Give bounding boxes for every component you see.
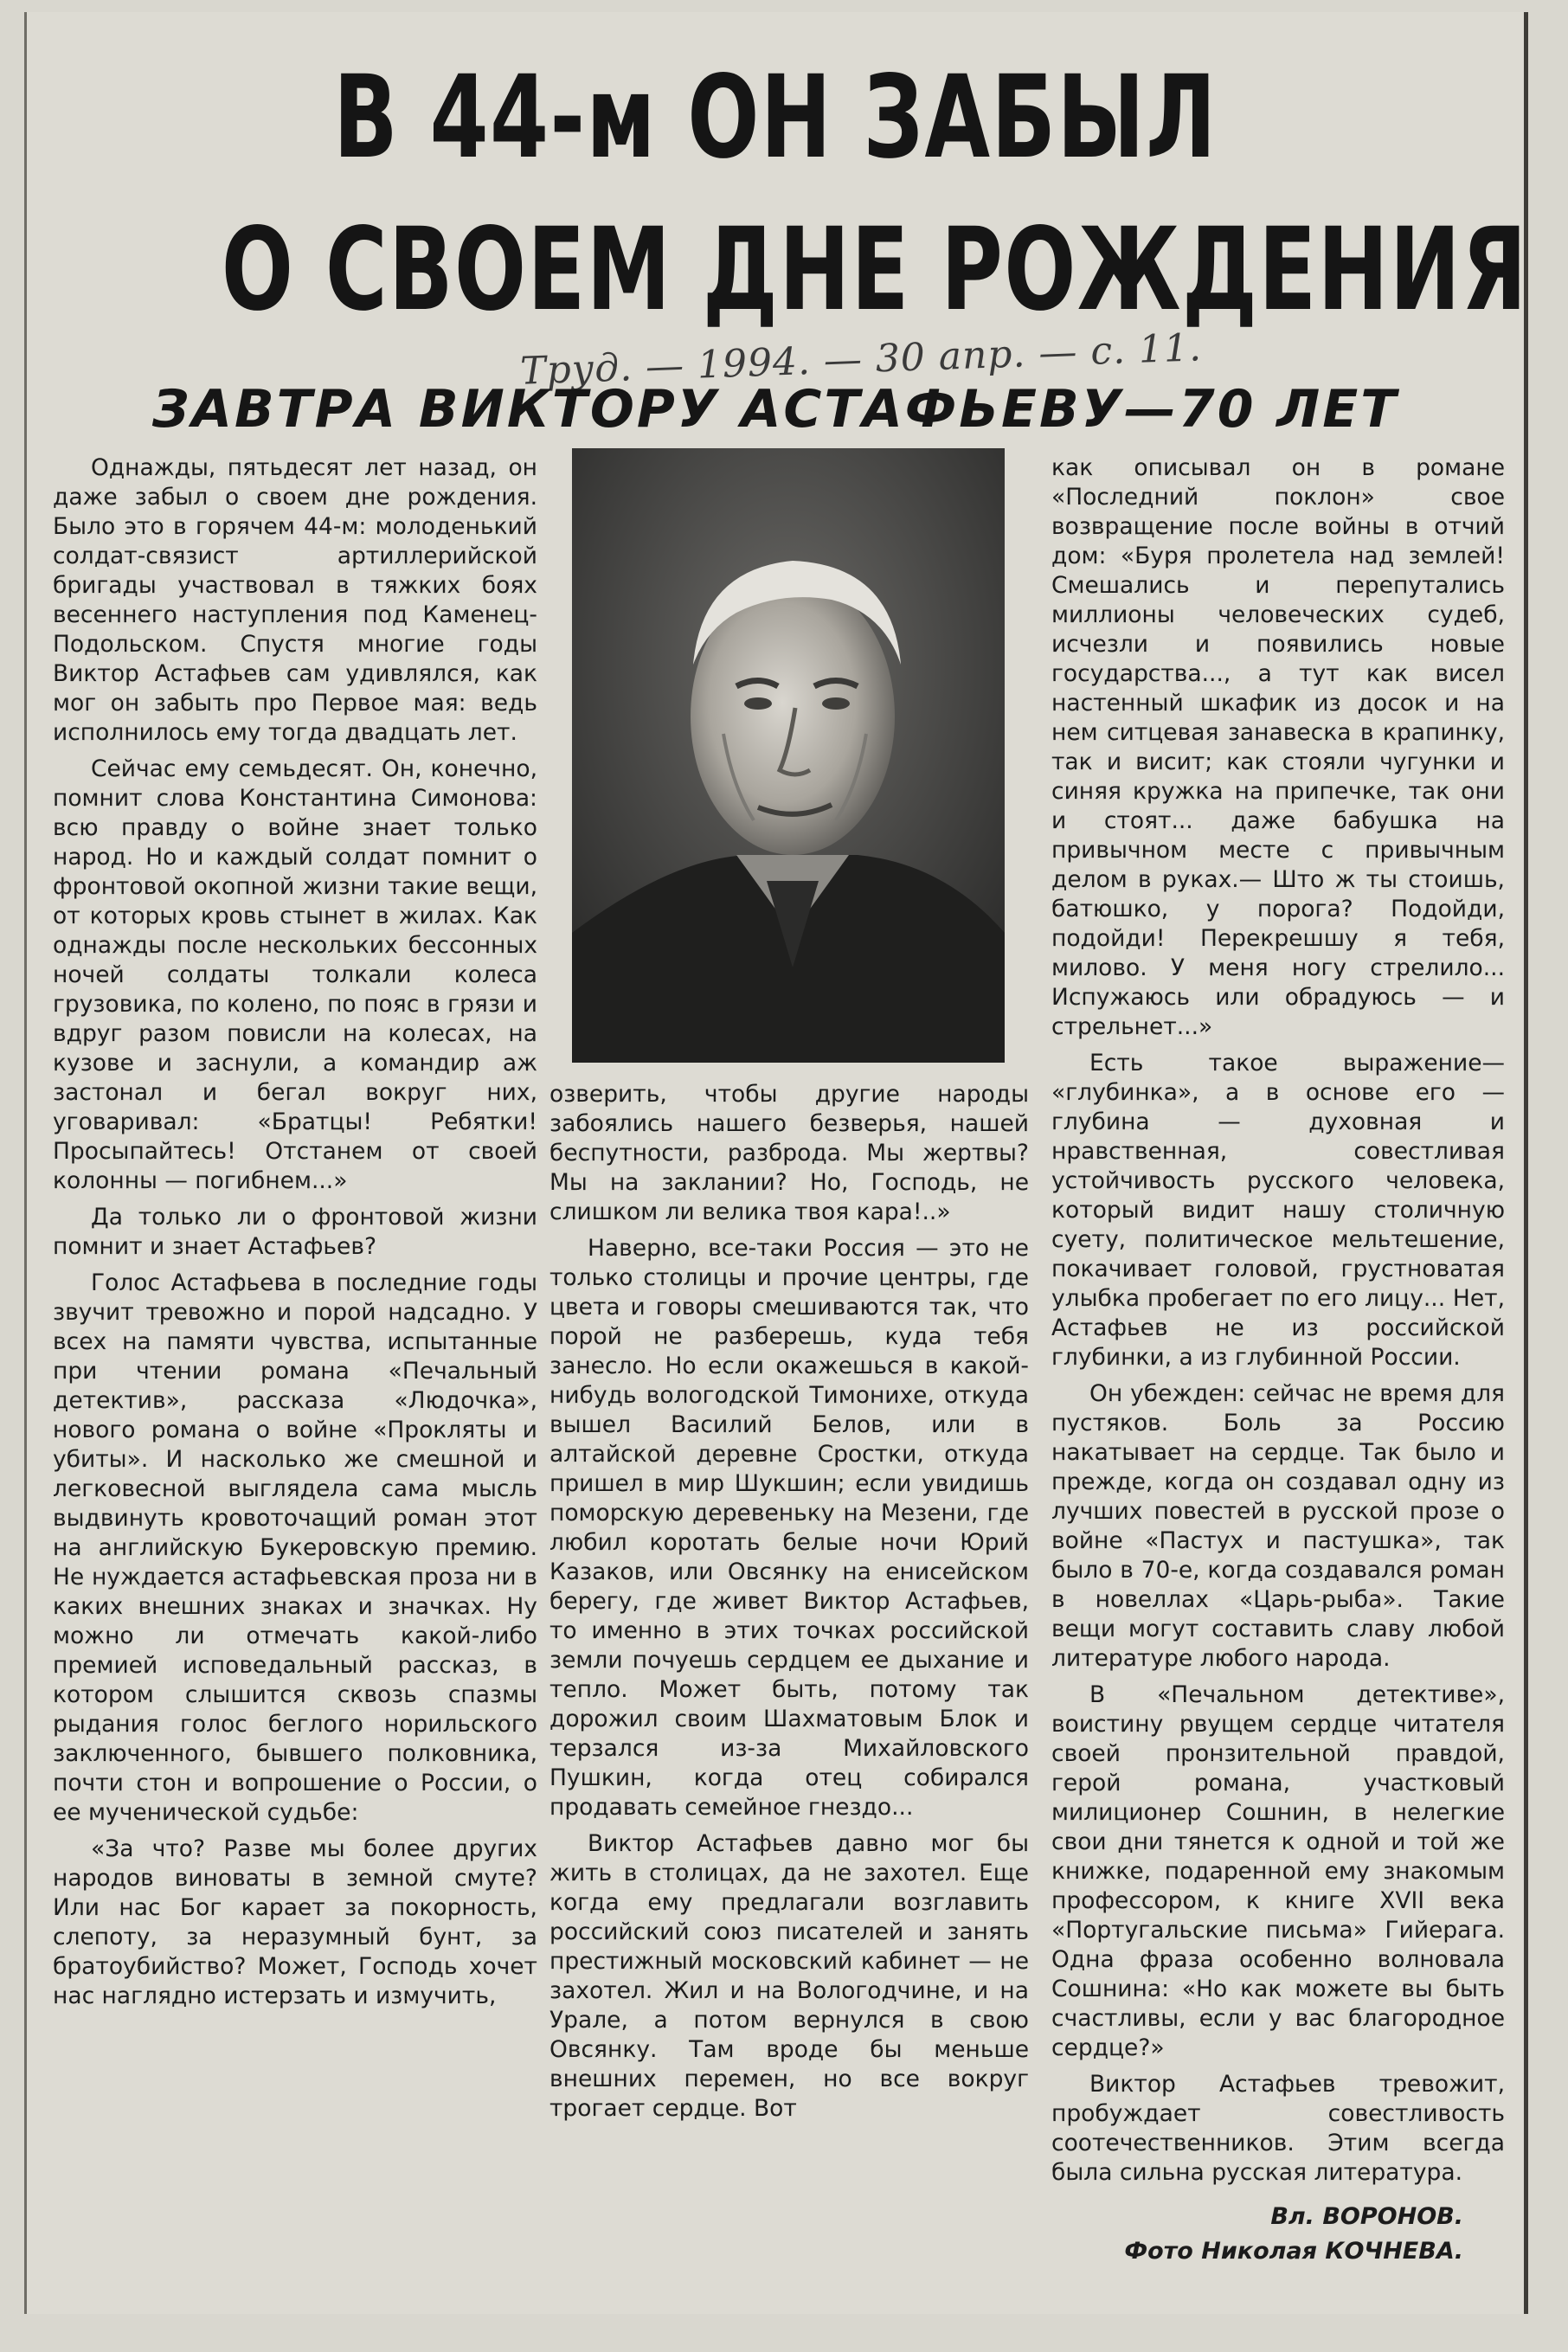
headline-line-2: О СВОЕМ ДНЕ РОЖДЕНИЯ [221, 203, 1528, 337]
column1-paragraph-4: Голос Астафьева в последние годы звучит тревожно и порой надсадно. У всех на памяти чувства, испытанные при чтении романа «Печальный детектив», рассказа «Людочка», нового романа о войне «Прокляты и убиты». И насколько же смешной и легковесной выглядела сама мысль выдвинуть кровоточащий роман этот на английскую Букеровскую премию. Не нуждается астафьевская проза ни в каких внешних знаках и значках. Ну можно ли отмечать какой-либо премией исповедальный рассказ, в котором слышится сквозь спазмы рыдания голос беглого норильского заключенного, бывшего полковника, почти стон и вопрошение о России, о ее мученической судьбе: [53, 1269, 537, 1826]
column3-paragraph-5: Виктор Астафьев тревожит, пробуждает совестливость соотечественников. Этим всегда была сильна русская литература. [1051, 2071, 1505, 2186]
column2-paragraph-3: Виктор Астафьев давно мог бы жить в столицах, да не захотел. Еще когда ему предлагали возглавить российский союз писателей и занять престижный московский кабинет — не захотел. Жил и на Вологодчине, и на Урале, а потом вернулся в свою Овсянку. Там вроде бы меньше внешних перемен, но все вокруг трогает сердце. Вот [549, 1830, 1029, 2122]
column1-paragraph-1: Однажды, пятьдесят лет назад, он даже забыл о своем дне рождения. Было это в горячем 44-м: молоденький солдат-связист артиллерийской бригады участвовал в тяжких боях весеннего наступления под Каменец-Подольском. Спустя многие годы Виктор Астафьев сам удивлялся, как мог он забыть про Первое мая: ведь исполнилось ему тогда двадцать лет. [53, 454, 537, 746]
column2-paragraph-1: озверить, чтобы другие народы забоялись нашего безверья, нашей беспутности, разброда. Мы жертвы? Мы на заклании? Но, Господь, не слишком ли велика твоя кара!..» [549, 1081, 1029, 1225]
column3-paragraph-4: В «Печальном детективе», воистину рвущем сердце читателя своей пронзительной правдой, герой романа, участковый милиционер Сошнин, в нелегкие свои дни тянется к одной и той же книжке, подаренной ему знакомым профессором, к книге XVII века «Португальские письма» Гийерага. Одна фраза особенно волновала Сошнина: «Но как можете вы быть счастливы, если у вас благородное сердце?» [1051, 1681, 1505, 2061]
author-byline: Вл. ВОРОНОВ. [1270, 2203, 1463, 2230]
article-column-3 [1051, 453, 1505, 2195]
portrait-illustration [572, 448, 1005, 1063]
subtitle: ЗАВТРА ВИКТОРУ АСТАФЬЕВУ—70 ЛЕТ [151, 379, 1399, 440]
portrait-photo [572, 448, 1005, 1063]
photo-credit: Фото Николая КОЧНЕВА. [1124, 2238, 1463, 2265]
column1-paragraph-5: «За что? Разве мы более других народов виноваты в земной смуте? Или нас Бог карает за покорность, слепоту, за неразумный бунт, за братоубийство? Может, Господь хочет нас наглядно истерзать и измучить, [53, 1835, 537, 2009]
column3-paragraph-1: как описывал он в романе «Последний поклон» свое возвращение после войны в отчий дом: «Буря пролетела над землей! Смешались и перепутались миллионы человеческих судеб, исчезли и появились новые государства..., а тут как висел настенный шкафик из досок и на нем ситцевая занавеска в крапинку, так и висит; как стояли чугунки и синяя кружка на припечке, так они и стоят... даже бабушка на привычном месте с привычным делом в руках.— Што ж ты стоишь, батюшко, у порога? Подойди, подойди! Перекрешшу я тебя, милово. У меня ногу стрелило... Испужаюсь или обрадуюсь — и стрельнет...» [1051, 454, 1505, 1040]
column1-paragraph-2: Сейчас ему семьдесят. Он, конечно, помнит слова Константина Симонова: всю правду о войне знает только народ. Но и каждый солдат помнит о фронтовой окопной жизни такие вещи, от которых кровь стынет в жилах. Как однажды после нескольких бессонных ночей солдаты толкали колеса грузовика, по колено, по пояс в грязи и вдруг разом повисли на колесах, на кузове и заснули, а командир аж застонал и бегал вокруг них, уговаривал: «Братцы! Ребятки! Просыпайтесь! Отстанем от своей колонны — погибнем...» [53, 755, 537, 1194]
column2-paragraph-2: Наверно, все-таки Россия — это не только столицы и прочие центры, где цвета и говоры смешиваются так, что порой не разберешь, куда тебя занесло. Но если окажешься в какой-нибудь вологодской Тимонихе, откуда вышел Василий Белов, или в алтайской деревне Сростки, откуда пришел в мир Шукшин; если увидишь поморскую деревеньку на Мезени, где любил коротать белые ночи Юрий Казаков, или Овсянку на енисейском берегу, где живет Виктор Астафьев, то именно в этих точках российской земли почуешь сердцем ее дыхание и тепло. Может быть, потому так дорожил своим Шахматовым Блок и терзался из-за Михайловского Пушкин, когда отец собирался продавать семейное гнездо... [549, 1235, 1029, 1821]
column1-paragraph-3: Да только ли о фронтовой жизни помнит и знает Астафьев? [53, 1204, 537, 1260]
handwritten-source-note: Труд. — 1994. — 30 апр. — с. 11. [519, 325, 1203, 394]
column3-paragraph-2: Есть такое выражение— «глубинка», а в основе его — глубина — духовная и нравственная, совестливая устойчивость русского человека, который видит нашу столичную суету, политическое мельтешение, покачивает головой, грустноватая улыбка пробегает по его лицу... Нет, Астафьев не из российской глубинки, а из глубинной России. [1051, 1050, 1505, 1371]
headline-line-1: В 44-м ОН ЗАБЫЛ [333, 51, 1218, 184]
article-column-1 [53, 453, 537, 2018]
article-column-2 [549, 1080, 1029, 2130]
column3-paragraph-3: Он убежден: сейчас не время для пустяков. Боль за Россию накатывает на сердце. Так было и прежде, когда он создавал одну из лучших повестей в русской прозе о войне «Пастух и пастушка», так было в 70-е, когда создавался роман в новеллах «Царь-рыба». Такие вещи могут составить славу любой литературе любого народа. [1051, 1380, 1505, 1672]
newspaper-clipping [24, 12, 1528, 2314]
